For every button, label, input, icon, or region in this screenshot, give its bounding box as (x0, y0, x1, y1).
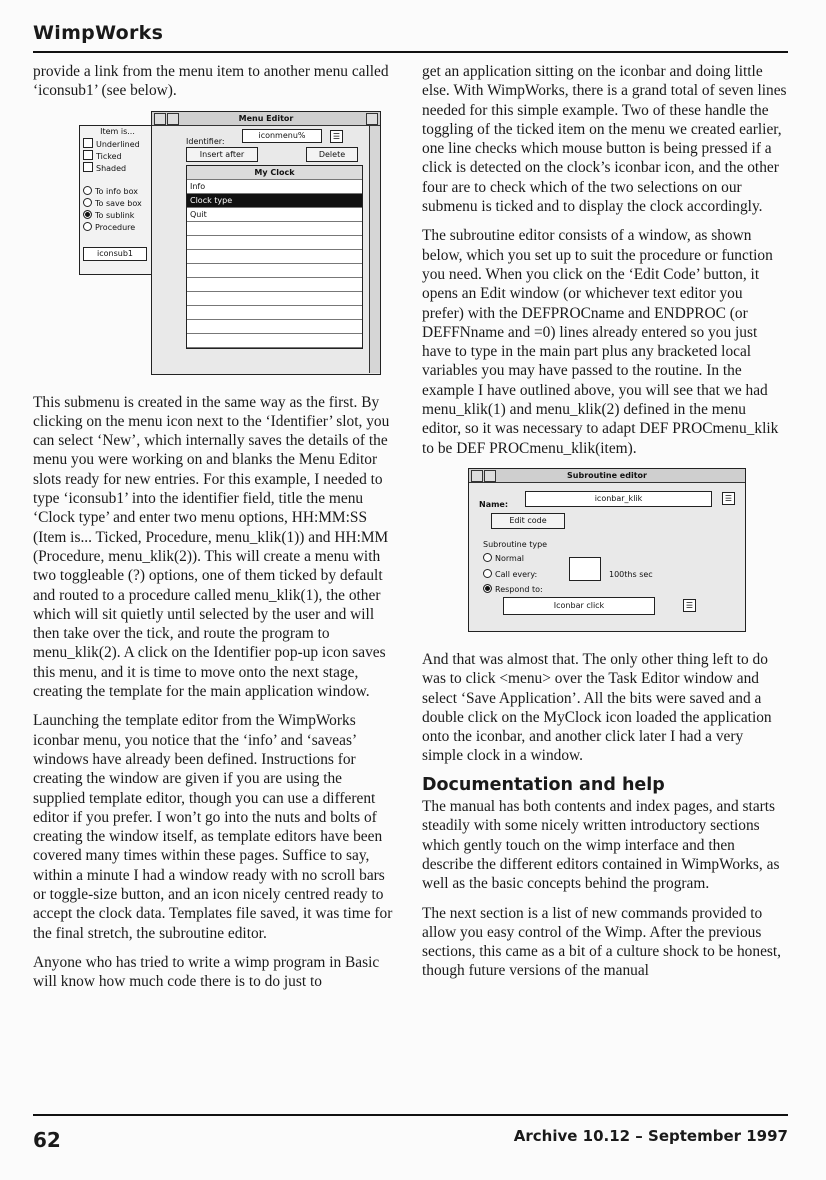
right-paragraph-4: The manual has both contents and index pages, and starts steadily with some nicely written introductory sections which gently touch on the wimp interface and then describe the different editors contained in WimpWorks, as well as the basic concepts behind the program. (422, 798, 780, 893)
menu-item-row[interactable] (187, 320, 362, 334)
link-to-save-box[interactable]: To save box (80, 198, 152, 210)
subroutine-editor-screenshot (422, 468, 788, 640)
identifier-field[interactable]: iconmenu% (242, 129, 322, 143)
menu-editor-screenshot (33, 111, 395, 383)
menu-item-row[interactable] (187, 334, 362, 348)
back-icon[interactable] (471, 470, 483, 482)
edit-code-button[interactable]: Edit code (491, 513, 565, 529)
menu-item-flags-panel (79, 125, 153, 275)
left-column (33, 62, 395, 1002)
identifier-label: Identifier: (186, 136, 225, 146)
menu-editor-titlebar: Menu Editor (152, 112, 380, 126)
section-heading-documentation: Documentation and help (422, 774, 665, 795)
option-call-every[interactable]: Call every: (483, 565, 537, 584)
menu-item-row[interactable]: Quit (187, 208, 362, 222)
left-paragraph-2: This submenu is created in the same way as the first. By clicking on the menu icon next to the ‘Identifier’ slot, you can select ‘New’, which internally saves the details of the menu you were working on and blanks the Menu Editor slots ready for new entries. For this example, I needed to type ‘iconsub1’ into the identifier field, title the menu ‘Clock type’ and enter two menu options, HH:MM:SS (Item is... Ticked, Procedure, menu_klik(1)) and HH:MM (Procedure, menu_klik(2)). This will create a menu with two toggleable (?) options, one of them ticked by default and routed to a procedure called menu_klik(1), the other which will sit quietly until selected by the user and will then take over the tick, and route the program to menu_klik(2). A click on the Identifier pop-up icon saves this menu, and it is time to move onto the next stage, creating the template for the main application window. (33, 393, 390, 701)
delete-button[interactable]: Delete (306, 147, 358, 162)
toggle-size-icon[interactable] (366, 113, 378, 125)
respond-to-radio[interactable] (483, 584, 492, 593)
insert-after-button[interactable]: Insert after (186, 147, 258, 162)
menu-items-list (186, 165, 363, 349)
close-icon[interactable] (484, 470, 496, 482)
flag-shaded[interactable]: Shaded (80, 162, 152, 174)
flag-underlined[interactable]: Underlined (80, 138, 152, 150)
menu-item-row[interactable] (187, 292, 362, 306)
page-number: 62 (33, 1128, 61, 1152)
menu-title-row: My Clock (187, 166, 362, 180)
right-column (422, 62, 788, 991)
menu-item-row[interactable] (187, 306, 362, 320)
save-box-radio[interactable] (83, 198, 92, 207)
identifier-menu-icon[interactable]: ☰ (330, 130, 343, 143)
respond-menu-icon[interactable]: ☰ (683, 599, 696, 612)
link-to-info-box[interactable]: To info box (80, 186, 152, 198)
item-is-label: Item is... (100, 126, 135, 136)
menu-item-row[interactable] (187, 264, 362, 278)
right-paragraph-2: The subroutine editor consists of a window, as shown below, which you set up to suit the procedure or function you need. When you click on the ‘Edit Code’ button, it opens an Edit window (or whichever text editor you prefer) with the DEFPROCname and ENDPROC (or DEFFNname and =0) lines already entered so you just have to type in the main part plus any bracketed local variables you may have passed to the routine. In the example I have outlined above, you will see that we had menu_klik(1) and menu_klik(2) defined in the menu editor, so it was necessary to adapt DEF PROCmenu_klik to be DEF PROCmenu_klik(item). (422, 227, 779, 457)
right-paragraph-5: The next section is a list of new commands provided to allow you easy control of the Wimp. After the previous sections, this came as a bit of a culture shock to be honest, though future versions of the manual (422, 904, 782, 980)
header-rule (33, 51, 788, 53)
left-paragraph-1: provide a link from the menu item to another menu called ‘iconsub1’ (see below). (33, 63, 389, 100)
left-paragraph-3: Launching the template editor from the WimpWorks iconbar menu, you notice that the ‘info’ and ‘saveas’ windows have already been defined. Instructions for creating the window are given if you are using the supplied template editor, though you can use a different editor if you prefer. I won’t go into the nuts and bolts of creating the window itself, as template editors have been covered many times within these pages. Suffice to say, within a minute I had a window ready with no scroll bars or toggle-size button, and an icon nicely centred ready to accept the clock data. Templates file saved, it was time for the final stretch, the subroutine editor. (33, 712, 393, 942)
interval-field[interactable] (569, 557, 601, 581)
menu-item-row[interactable]: Clock type (187, 194, 362, 208)
respond-to-field[interactable]: Iconbar click (503, 597, 655, 615)
close-icon[interactable] (167, 113, 179, 125)
menu-editor-window (151, 111, 381, 375)
running-header-title: WimpWorks (33, 22, 164, 44)
menu-item-row[interactable]: Info (187, 180, 362, 194)
option-normal[interactable]: Normal (483, 549, 524, 568)
vertical-scrollbar[interactable] (369, 126, 380, 373)
flag-ticked[interactable]: Ticked (80, 150, 152, 162)
issue-line: Archive 10.12 – September 1997 (513, 1127, 788, 1145)
subroutine-editor-window (468, 468, 746, 632)
info-box-radio[interactable] (83, 186, 92, 195)
name-field[interactable]: iconbar_klik (525, 491, 712, 507)
name-label: Name: (479, 499, 509, 509)
menu-item-row[interactable] (187, 250, 362, 264)
link-to-sublink[interactable]: To sublink (80, 210, 152, 222)
option-respond-to[interactable]: Respond to: (483, 580, 543, 599)
link-procedure[interactable]: Procedure (80, 222, 152, 234)
right-paragraph-1: get an application sitting on the iconbar and doing little else. With WimpWorks, there is a grand total of seven lines needed for this simple example. Two of these handle the toggling of the ticked item on the menu we created earlier, one line checks which mouse button is being pressed if a click is detected on the clock’s iconbar icon, and the other four are to check which of the two selections on our submenu is ticked and to display the clock accordingly. (422, 63, 787, 216)
underlined-checkbox[interactable] (83, 138, 93, 148)
interval-unit-label: 100ths sec (609, 569, 653, 579)
right-paragraph-3: And that was almost that. The only other thing left to do was to click <menu> over the Task Editor window and select ‘Save Application’. All the bits were saved and a double click on the MyClock icon loaded the application onto the iconbar, and another click later I had a very simple clock in a window. (422, 650, 772, 765)
ticked-checkbox[interactable] (83, 150, 93, 160)
subroutine-editor-titlebar: Subroutine editor (469, 469, 745, 483)
menu-item-row[interactable] (187, 222, 362, 236)
left-paragraph-4: Anyone who has tried to write a wimp program in Basic will know how much code there is to do just to (33, 953, 380, 991)
normal-radio[interactable] (483, 553, 492, 562)
shaded-checkbox[interactable] (83, 162, 93, 172)
menu-item-row[interactable] (187, 278, 362, 292)
call-every-radio[interactable] (483, 569, 492, 578)
footer-rule (33, 1114, 788, 1116)
procedure-radio[interactable] (83, 222, 92, 231)
name-menu-icon[interactable]: ☰ (722, 492, 735, 505)
sublink-field[interactable]: iconsub1 (83, 247, 147, 261)
menu-item-row[interactable] (187, 236, 362, 250)
back-icon[interactable] (154, 113, 166, 125)
subroutine-type-label: Subroutine type (483, 539, 548, 549)
sublink-radio[interactable] (83, 210, 92, 219)
